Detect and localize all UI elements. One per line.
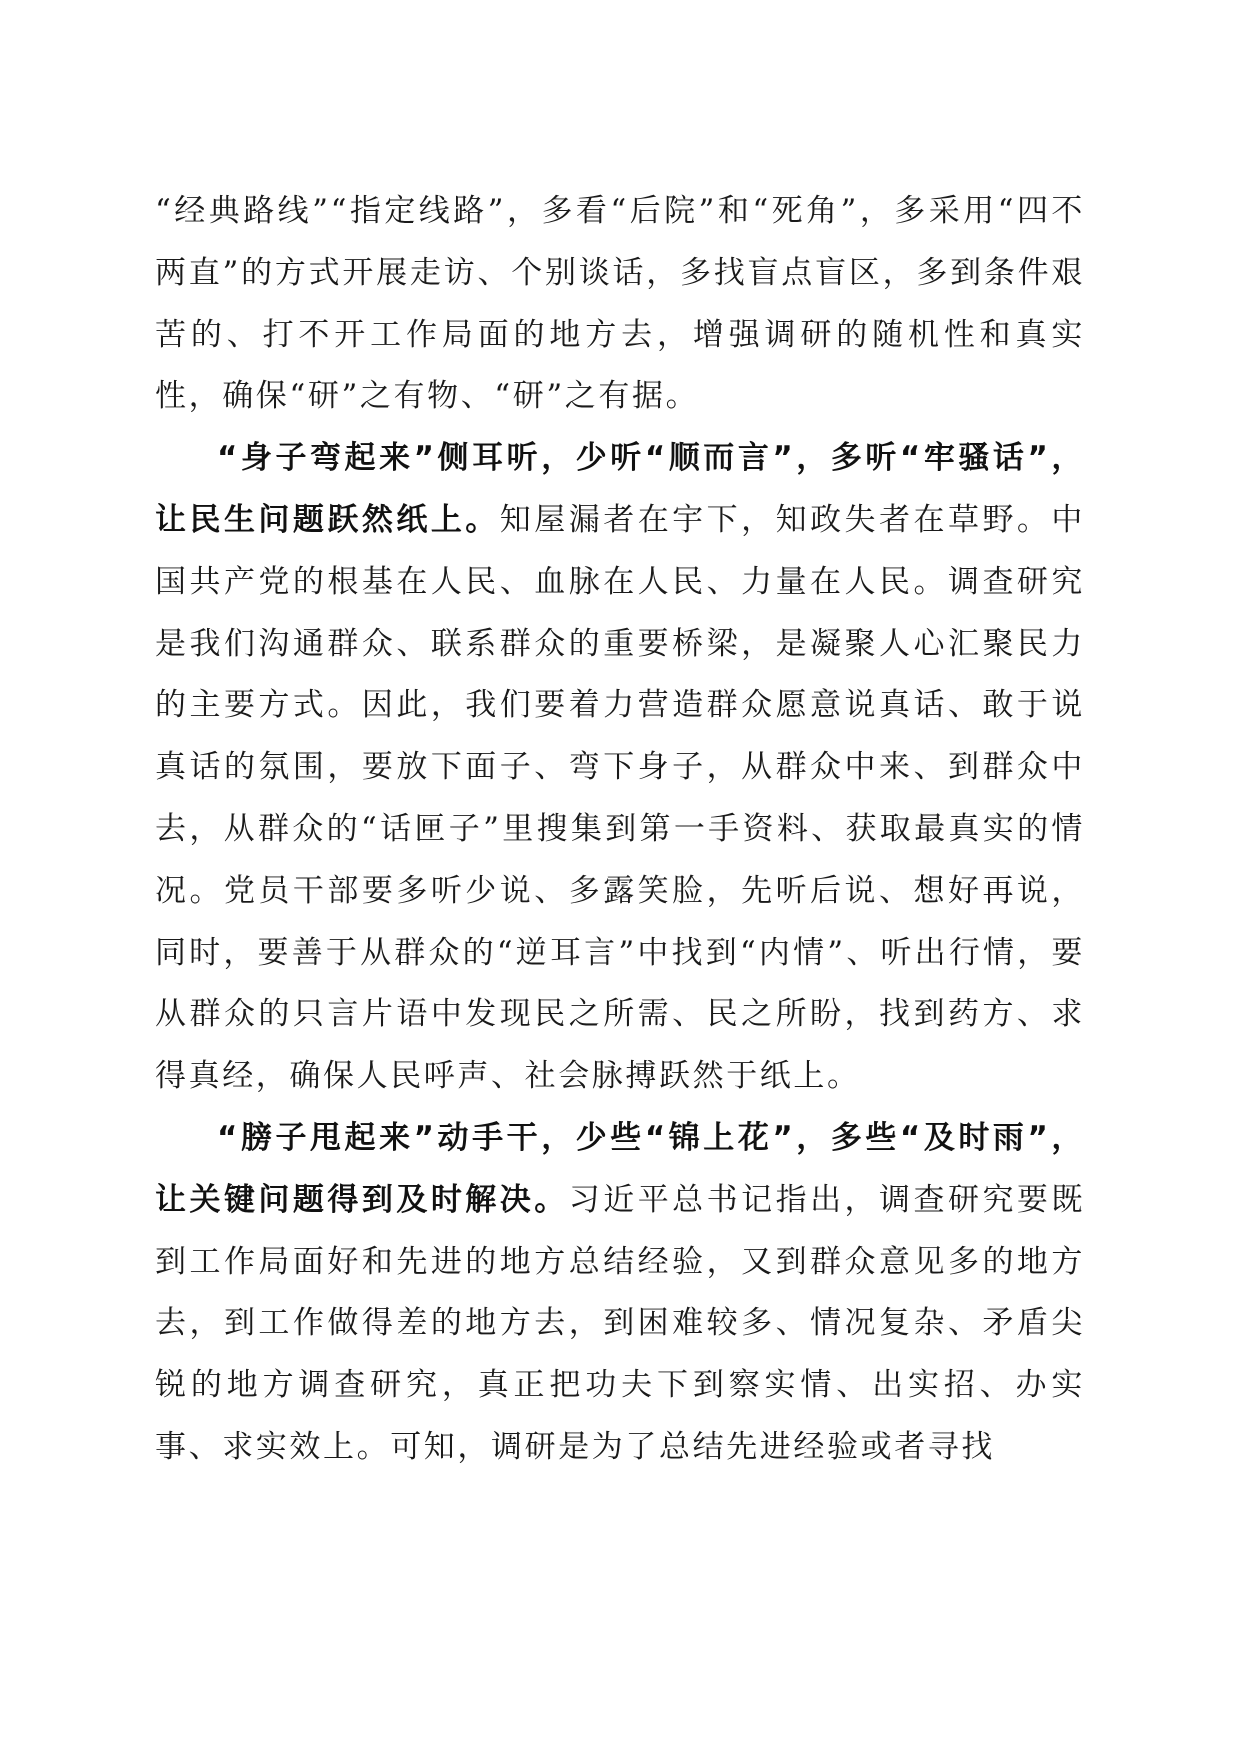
- document-body: [155, 181, 1085, 1479]
- paragraph-continuation: [155, 181, 1085, 428]
- paragraph-heading: “身子弯起来”侧耳听，少听“顺而言”，多听“牢骚话”，让民生问题跃然纸上。: [155, 440, 1085, 538]
- paragraph-body: 习近平总书记指出，调查研究要既到工作局面好和先进的地方总结经验，又到群众意见多的地方去，到工作做得差的地方去，到困难较多、情况复杂、矛盾尖锐的地方调查研究，真正把功夫下到察实情、出实招、办实事、求实效上。可知，调研是为了总结先进经验或者寻找: [155, 1181, 1086, 1465]
- paragraph-act: [155, 1108, 1085, 1479]
- paragraph-body: 知屋漏者在宇下，知政失者在草野。中国共产党的根基在人民、血脉在人民、力量在人民。调查研究是我们沟通群众、联系群众的重要桥梁，是凝聚人心汇聚民力的主要方式。因此，我们要着力营造群众愿意说真话、敢于说真话的氛围，要放下面子、弯下身子，从群众中来、到群众中去，从群众的“话匣子”里搜集到第一手资料、获取最真实的情况。党员干部要多听少说、多露笑脸，先听后说、想好再说，同时，要善于从群众的“逆耳言”中找到“内情”、听出行情，要从群众的只言片语中发现民之所需、民之所盼，找到药方、求得真经，确保人民呼声、社会脉搏跃然于纸上。: [155, 501, 1086, 1095]
- paragraph-heading: “膀子甩起来”动手干，少些“锦上花”，多些“及时雨”，让关键问题得到及时解决。: [155, 1119, 1085, 1218]
- paragraph-body: “经典路线”“指定线路”，多看“后院”和“死角”，多采用“四不两直”的方式开展走访、个别谈话，多找盲点盲区，多到条件艰苦的、打不开工作局面的地方去，增强调研的随机性和真实性，确保“研”之有物、“研”之有据。: [155, 193, 1085, 415]
- paragraph-listen: [155, 428, 1085, 1108]
